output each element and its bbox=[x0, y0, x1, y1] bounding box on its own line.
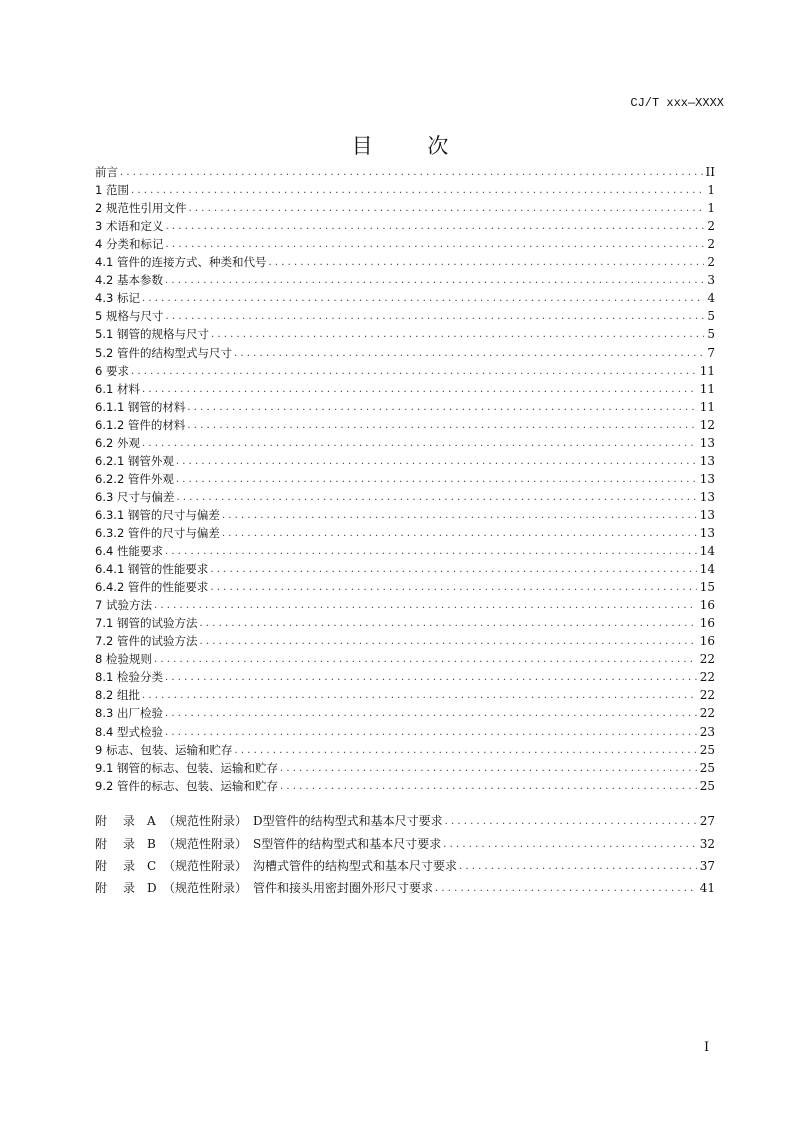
appendix-label bbox=[95, 814, 445, 828]
dot-leader bbox=[280, 763, 697, 775]
toc-entry-label: 8.4 型式检验 bbox=[95, 724, 163, 739]
toc-entry[interactable] bbox=[95, 558, 715, 576]
toc-entry[interactable] bbox=[95, 702, 715, 720]
toc-entry[interactable] bbox=[95, 414, 715, 432]
appendix-word-lu: 录 bbox=[123, 836, 136, 851]
dot-leader bbox=[131, 366, 697, 378]
toc-entry[interactable] bbox=[95, 720, 715, 738]
toc-entry-page: 2 bbox=[707, 255, 715, 270]
toc-entry-label: 前言 bbox=[95, 165, 118, 180]
toc-entry[interactable] bbox=[95, 215, 715, 233]
toc-entry-label: 8.2 组批 bbox=[95, 688, 140, 703]
toc-entry[interactable] bbox=[95, 305, 715, 323]
toc-entry[interactable] bbox=[95, 576, 715, 594]
dot-leader bbox=[199, 636, 696, 648]
toc-entry-page: 16 bbox=[699, 634, 715, 649]
toc-entry[interactable] bbox=[95, 468, 715, 486]
appendix-page: 37 bbox=[699, 858, 715, 873]
toc-entry[interactable] bbox=[95, 486, 715, 504]
toc-entry-label: 6 要求 bbox=[95, 363, 129, 378]
toc-entry-page: 13 bbox=[699, 471, 715, 486]
appendix-kind: （规范性附录） bbox=[163, 814, 248, 829]
appendix-word-lu: 录 bbox=[123, 881, 136, 896]
appendix-entry[interactable] bbox=[95, 851, 715, 873]
toc-entry-page: 25 bbox=[699, 778, 715, 793]
appendix-kind: （规范性附录） bbox=[163, 881, 248, 896]
toc-entry-label: 6.2.1 钢管外观 bbox=[95, 453, 174, 468]
dot-leader bbox=[142, 384, 697, 396]
page-title bbox=[0, 130, 800, 160]
dot-leader bbox=[165, 311, 704, 323]
toc-entry[interactable] bbox=[95, 612, 715, 630]
dot-leader bbox=[210, 582, 696, 594]
toc-entry[interactable] bbox=[95, 775, 715, 793]
appendix-page: 41 bbox=[699, 881, 715, 896]
appendix-page: 32 bbox=[699, 836, 715, 851]
toc-entry-label: 4.3 标记 bbox=[95, 291, 140, 306]
toc-entry[interactable] bbox=[95, 666, 715, 684]
toc-entry-label: 6.1.2 管件的材料 bbox=[95, 417, 186, 432]
toc-entry-page: 12 bbox=[699, 417, 715, 432]
appendix-title: S型管件的结构型式和基本尺寸要求 bbox=[253, 836, 442, 851]
toc-entry-label: 9 标志、包装、运输和贮存 bbox=[95, 742, 233, 757]
toc-entry[interactable] bbox=[95, 233, 715, 251]
toc-entry-page: 4 bbox=[707, 291, 715, 306]
dot-leader bbox=[165, 672, 697, 684]
toc-entry-page: 7 bbox=[707, 345, 715, 360]
appendix-letter: A bbox=[147, 814, 156, 829]
toc-entry[interactable] bbox=[95, 739, 715, 757]
toc-entry-label: 6.1 材料 bbox=[95, 381, 140, 396]
toc-entry[interactable] bbox=[95, 757, 715, 775]
dot-leader bbox=[165, 546, 697, 558]
toc-entry[interactable] bbox=[95, 161, 715, 179]
toc-entry[interactable] bbox=[95, 630, 715, 648]
toc-entry-label: 9.1 钢管的标志、包装、运输和贮存 bbox=[95, 760, 278, 775]
dot-leader bbox=[154, 654, 697, 666]
toc-entry-page: 5 bbox=[707, 327, 715, 342]
toc-entry-page: 16 bbox=[699, 616, 715, 631]
appendix-letter: B bbox=[147, 836, 156, 851]
dot-leader bbox=[176, 492, 696, 504]
dot-leader bbox=[187, 402, 696, 414]
appendix-title: 管件和接头用密封圈外形尺寸要求 bbox=[253, 881, 434, 896]
toc-entry[interactable] bbox=[95, 179, 715, 197]
dot-leader bbox=[142, 293, 704, 305]
dot-leader bbox=[165, 708, 697, 720]
toc-entry-label: 2 规范性引用文件 bbox=[95, 201, 187, 216]
toc-entry-page: 14 bbox=[699, 544, 715, 559]
toc-entry-page: 14 bbox=[699, 562, 715, 577]
appendix-word-lu: 录 bbox=[123, 814, 136, 829]
dot-leader bbox=[142, 438, 697, 450]
table-of-contents bbox=[95, 161, 715, 793]
toc-entry-label: 7.1 钢管的试验方法 bbox=[95, 616, 198, 631]
dot-leader bbox=[165, 239, 704, 251]
toc-entry-page: 23 bbox=[699, 724, 715, 739]
toc-entry-label: 6.4.2 管件的性能要求 bbox=[95, 580, 209, 595]
toc-entry-page: 13 bbox=[699, 453, 715, 468]
appendix-word-lu: 录 bbox=[123, 858, 136, 873]
toc-entry-label: 5 规格与尺寸 bbox=[95, 309, 164, 324]
dot-leader bbox=[165, 221, 704, 233]
toc-entry-label: 8.1 检验分类 bbox=[95, 670, 163, 685]
appendix-title: 沟槽式管件的结构型式和基本尺寸要求 bbox=[253, 858, 458, 873]
toc-entry-label: 8 检验规则 bbox=[95, 652, 152, 667]
toc-entry-page: 22 bbox=[699, 688, 715, 703]
toc-entry-page: 1 bbox=[707, 201, 715, 216]
toc-entry-label: 4.1 管件的连接方式、种类和代号 bbox=[95, 255, 267, 270]
appendix-title: D型管件的结构型式和基本尺寸要求 bbox=[253, 814, 443, 829]
toc-entry-label: 6.3.1 钢管的尺寸与偏差 bbox=[95, 507, 220, 522]
toc-entry-label: 3 术语和定义 bbox=[95, 219, 164, 234]
toc-entry[interactable] bbox=[95, 323, 715, 341]
toc-entry-page: 16 bbox=[699, 598, 715, 613]
standard-code: CJ/T xxx—XXXX bbox=[630, 96, 724, 110]
dot-leader bbox=[176, 474, 697, 486]
dot-leader bbox=[199, 618, 696, 630]
toc-entry-page: 22 bbox=[699, 670, 715, 685]
appendix-word-fu: 附 bbox=[95, 814, 108, 829]
dot-leader bbox=[188, 203, 704, 215]
dot-leader bbox=[459, 861, 697, 873]
toc-entry[interactable] bbox=[95, 360, 715, 378]
dot-leader bbox=[280, 781, 697, 793]
toc-entry-page: II bbox=[705, 165, 715, 180]
toc-entry[interactable] bbox=[95, 450, 715, 468]
toc-entry-label: 7 试验方法 bbox=[95, 598, 152, 613]
toc-entry[interactable] bbox=[95, 269, 715, 287]
toc-entry-label: 6.4.1 钢管的性能要求 bbox=[95, 562, 209, 577]
toc-entry[interactable] bbox=[95, 197, 715, 215]
toc-entry-page: 15 bbox=[699, 580, 715, 595]
toc-entry-page: 11 bbox=[699, 381, 715, 396]
appendix-word-fu: 附 bbox=[95, 858, 108, 873]
toc-entry-label: 6.4 性能要求 bbox=[95, 544, 163, 559]
toc-entry[interactable] bbox=[95, 378, 715, 396]
dot-leader bbox=[445, 816, 697, 828]
dot-leader bbox=[435, 883, 697, 895]
dot-leader bbox=[154, 600, 697, 612]
toc-entry-page: 22 bbox=[699, 652, 715, 667]
appendix-label bbox=[95, 881, 435, 895]
toc-entry-label: 4.2 基本参数 bbox=[95, 273, 163, 288]
dot-leader bbox=[165, 275, 704, 287]
toc-entry-label: 5.1 钢管的规格与尺寸 bbox=[95, 327, 209, 342]
toc-entry[interactable] bbox=[95, 504, 715, 522]
toc-entry-page: 5 bbox=[707, 309, 715, 324]
toc-entry[interactable] bbox=[95, 540, 715, 558]
appendix-label bbox=[95, 837, 443, 851]
toc-entry-page: 3 bbox=[707, 273, 715, 288]
appendix-list bbox=[95, 806, 715, 895]
toc-entry-page: 2 bbox=[707, 237, 715, 252]
toc-entry[interactable] bbox=[95, 251, 715, 269]
dot-leader bbox=[120, 167, 703, 179]
toc-entry-label: 8.3 出厂检验 bbox=[95, 706, 163, 721]
appendix-letter: D bbox=[147, 881, 157, 896]
toc-entry-page: 11 bbox=[699, 363, 715, 378]
title-char-2: 次 bbox=[427, 134, 449, 158]
toc-entry-page: 22 bbox=[699, 706, 715, 721]
toc-entry-label: 7.2 管件的试验方法 bbox=[95, 634, 198, 649]
toc-entry[interactable] bbox=[95, 648, 715, 666]
dot-leader bbox=[176, 456, 697, 468]
dot-leader bbox=[142, 690, 697, 702]
toc-entry[interactable] bbox=[95, 432, 715, 450]
dot-leader bbox=[210, 564, 696, 576]
toc-entry-label: 5.2 管件的结构型式与尺寸 bbox=[95, 345, 232, 360]
dot-leader bbox=[234, 745, 696, 757]
toc-entry-page: 13 bbox=[699, 507, 715, 522]
dot-leader bbox=[131, 185, 704, 197]
toc-entry[interactable] bbox=[95, 594, 715, 612]
appendix-word-fu: 附 bbox=[95, 836, 108, 851]
page-number: I bbox=[704, 1040, 710, 1055]
toc-entry[interactable] bbox=[95, 341, 715, 359]
toc-entry-label: 6.3 尺寸与偏差 bbox=[95, 489, 175, 504]
dot-leader bbox=[268, 257, 704, 269]
toc-entry-page: 13 bbox=[699, 435, 715, 450]
toc-entry[interactable] bbox=[95, 522, 715, 540]
appendix-entry[interactable] bbox=[95, 828, 715, 850]
toc-entry-page: 25 bbox=[699, 742, 715, 757]
toc-entry-label: 6.1.1 钢管的材料 bbox=[95, 399, 186, 414]
toc-entry-page: 13 bbox=[699, 489, 715, 504]
toc-entry-page: 11 bbox=[699, 399, 715, 414]
appendix-kind: （规范性附录） bbox=[163, 858, 248, 873]
toc-entry-label: 6.2 外观 bbox=[95, 435, 140, 450]
dot-leader bbox=[165, 727, 697, 739]
appendix-entry[interactable] bbox=[95, 873, 715, 895]
dot-leader bbox=[222, 528, 697, 540]
toc-entry-label: 6.2.2 管件外观 bbox=[95, 471, 174, 486]
appendix-letter: C bbox=[147, 858, 157, 873]
appendix-kind: （规范性附录） bbox=[163, 836, 248, 851]
toc-entry[interactable] bbox=[95, 396, 715, 414]
toc-entry-page: 1 bbox=[707, 183, 715, 198]
dot-leader bbox=[222, 510, 697, 522]
dot-leader bbox=[443, 839, 696, 851]
toc-entry-label: 6.3.2 管件的尺寸与偏差 bbox=[95, 525, 220, 540]
toc-entry[interactable] bbox=[95, 684, 715, 702]
toc-entry-label: 9.2 管件的标志、包装、运输和贮存 bbox=[95, 778, 278, 793]
toc-entry[interactable] bbox=[95, 287, 715, 305]
appendix-entry[interactable] bbox=[95, 806, 715, 828]
dot-leader bbox=[187, 420, 696, 432]
toc-entry-page: 25 bbox=[699, 760, 715, 775]
toc-entry-label: 4 分类和标记 bbox=[95, 237, 164, 252]
toc-entry-label: 1 范围 bbox=[95, 183, 129, 198]
dot-leader bbox=[211, 329, 704, 341]
title-char-1: 目 bbox=[351, 134, 373, 158]
appendix-page: 27 bbox=[699, 814, 715, 829]
appendix-word-fu: 附 bbox=[95, 881, 108, 896]
toc-entry-page: 2 bbox=[707, 219, 715, 234]
toc-entry-page: 13 bbox=[699, 525, 715, 540]
appendix-label bbox=[95, 859, 459, 873]
dot-leader bbox=[234, 348, 704, 360]
